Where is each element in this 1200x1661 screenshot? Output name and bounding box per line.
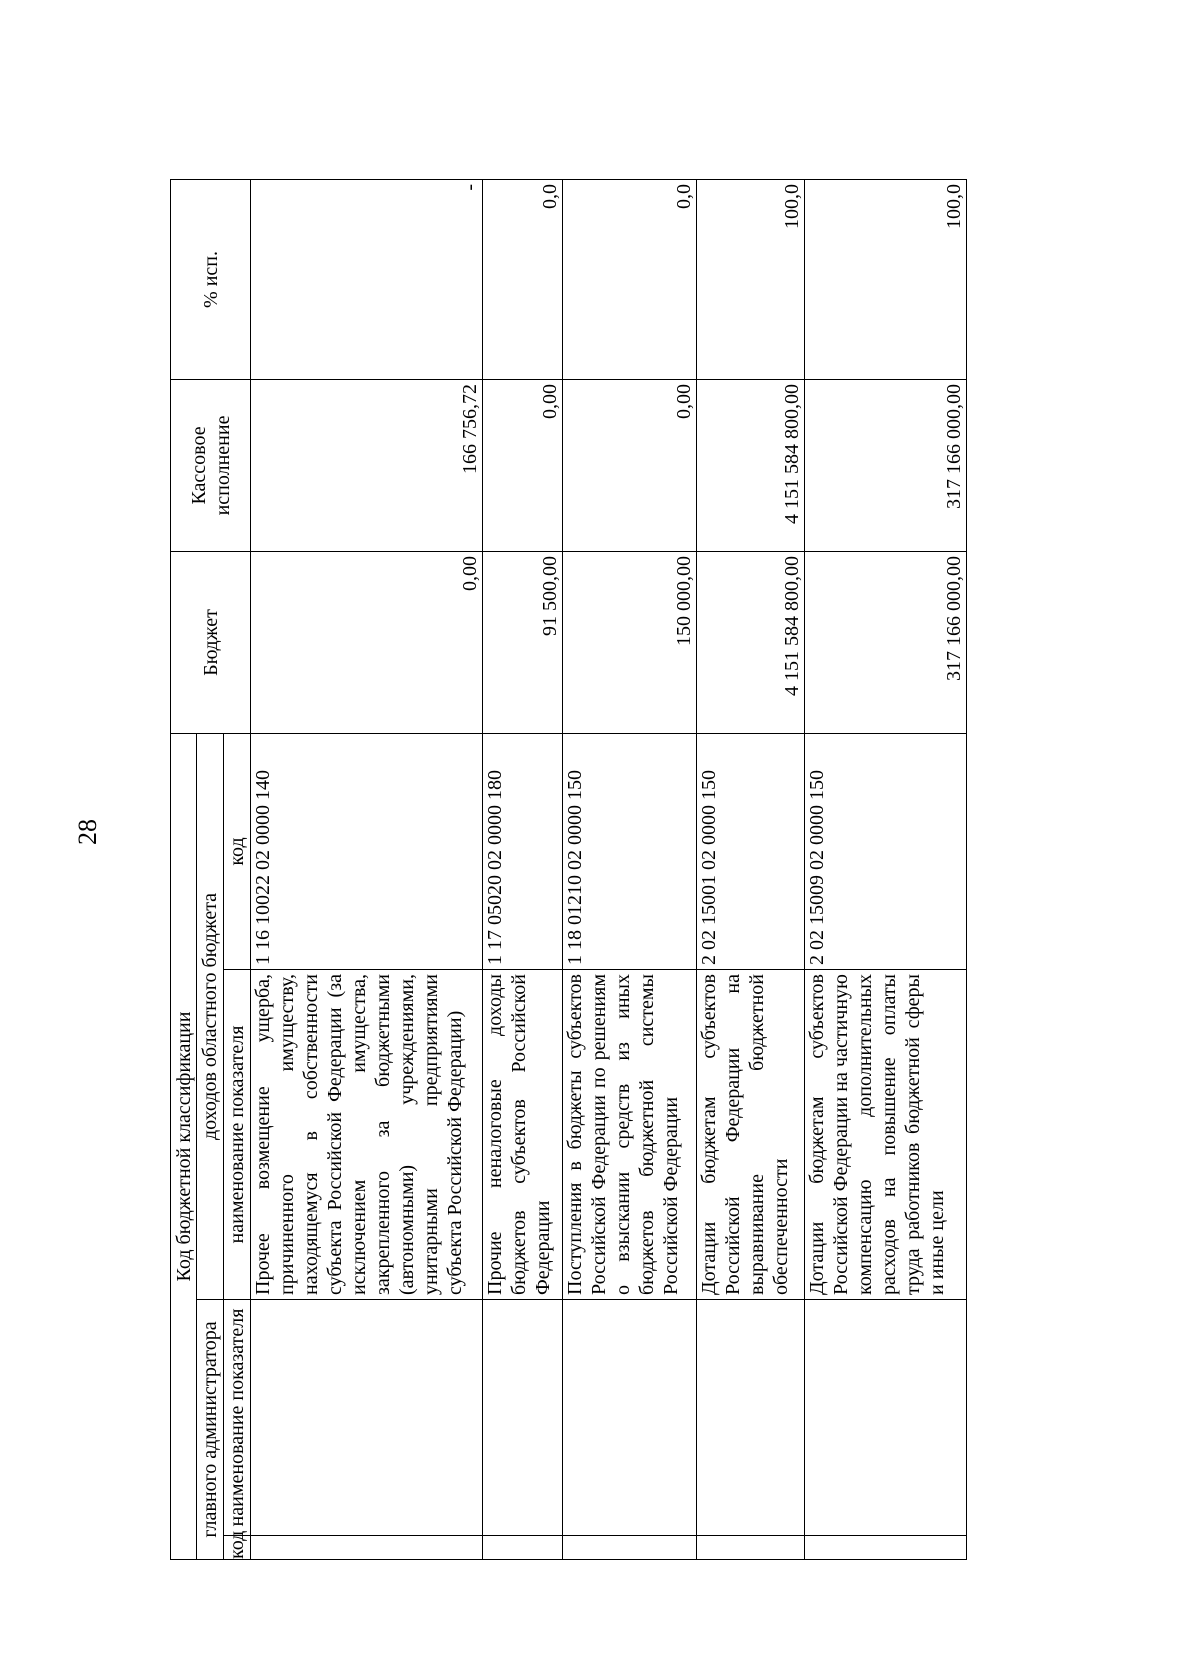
- revenue-code-cell: 1 17 05020 02 0000 180: [483, 733, 563, 969]
- indicator-name-cell: Поступления в бюджеты субъектов Российской Федерации по решениям о взыскании средств из иных бюджетов бюджетной системы Российской Федерации: [563, 970, 697, 1300]
- cash-execution-cell: 166 756,72: [251, 379, 483, 551]
- indicator-name-cell: Прочие неналоговые доходы бюджетов субъектов Российской Федерации: [483, 970, 563, 1300]
- header-revenue-name: наименование показателя: [224, 970, 251, 1300]
- table-row: [697, 179, 805, 1559]
- header-revenue: доходов областного бюджета: [197, 733, 224, 1299]
- admin-code-cell: [805, 1536, 967, 1560]
- revenue-code-cell: 2 02 15009 02 0000 150: [805, 733, 967, 969]
- budget-cell: 0,00: [251, 551, 483, 733]
- admin-name-cell: [483, 1300, 563, 1536]
- budget-cell: 317 166 000,00: [805, 551, 967, 733]
- admin-code-cell: [563, 1536, 697, 1560]
- header-admin-code: код: [224, 1536, 251, 1560]
- revenue-table: [170, 179, 967, 1560]
- cash-execution-cell: 4 151 584 800,00: [697, 379, 805, 551]
- header-cash-execution: Кассовое исполнение: [171, 379, 251, 551]
- admin-name-cell: [251, 1300, 483, 1536]
- header-revenue-code: код: [224, 733, 251, 969]
- header-chief-admin: главного администратора: [197, 1300, 224, 1560]
- admin-name-cell: [563, 1300, 697, 1536]
- percent-cell: -: [251, 179, 483, 379]
- header-percent: % исп.: [171, 179, 251, 379]
- admin-name-cell: [697, 1300, 805, 1536]
- admin-code-cell: [483, 1536, 563, 1560]
- page-number: 28: [73, 819, 102, 845]
- budget-cell: 4 151 584 800,00: [697, 551, 805, 733]
- table-row: [805, 179, 967, 1559]
- admin-code-cell: [697, 1536, 805, 1560]
- indicator-name-cell: Дотации бюджетам субъектов Российской Федерации на выравнивание бюджетной обеспеченности: [697, 970, 805, 1300]
- cash-execution-cell: 317 166 000,00: [805, 379, 967, 551]
- indicator-name-cell: Дотации бюджетам субъектов Российской Федерации на частичную компенсацию дополнительных расходов на повышение оплаты труда работников бюджетной сферы и иные цели: [805, 970, 967, 1300]
- revenue-code-cell: 1 16 10022 02 0000 140: [251, 733, 483, 969]
- percent-cell: 0,0: [563, 179, 697, 379]
- revenue-code-cell: 2 02 15001 02 0000 150: [697, 733, 805, 969]
- table-row: [563, 179, 697, 1559]
- revenue-code-cell: 1 18 01210 02 0000 150: [563, 733, 697, 969]
- header-classification: Код бюджетной классификации: [171, 733, 197, 1559]
- table-row: [251, 179, 483, 1559]
- header-admin-name: наименование показателя: [224, 1300, 251, 1536]
- admin-name-cell: [805, 1300, 967, 1536]
- percent-cell: 0,0: [483, 179, 563, 379]
- percent-cell: 100,0: [805, 179, 967, 379]
- budget-cell: 150 000,00: [563, 551, 697, 733]
- budget-cell: 91 500,00: [483, 551, 563, 733]
- header-budget: Бюджет: [171, 551, 251, 733]
- percent-cell: 100,0: [697, 179, 805, 379]
- table-row: [483, 179, 563, 1559]
- indicator-name-cell: Прочее возмещение ущерба, причиненного имуществу, находящемуся в собственности субъекта Российской Федерации (за исключением имущества, закрепленного за бюджетными (автономными) учреждениями, унитарными предприятиями субъекта Российской Федерации): [251, 970, 483, 1300]
- rotated-table-container: [170, 180, 1000, 1560]
- admin-code-cell: [251, 1536, 483, 1560]
- cash-execution-cell: 0,00: [483, 379, 563, 551]
- cash-execution-cell: 0,00: [563, 379, 697, 551]
